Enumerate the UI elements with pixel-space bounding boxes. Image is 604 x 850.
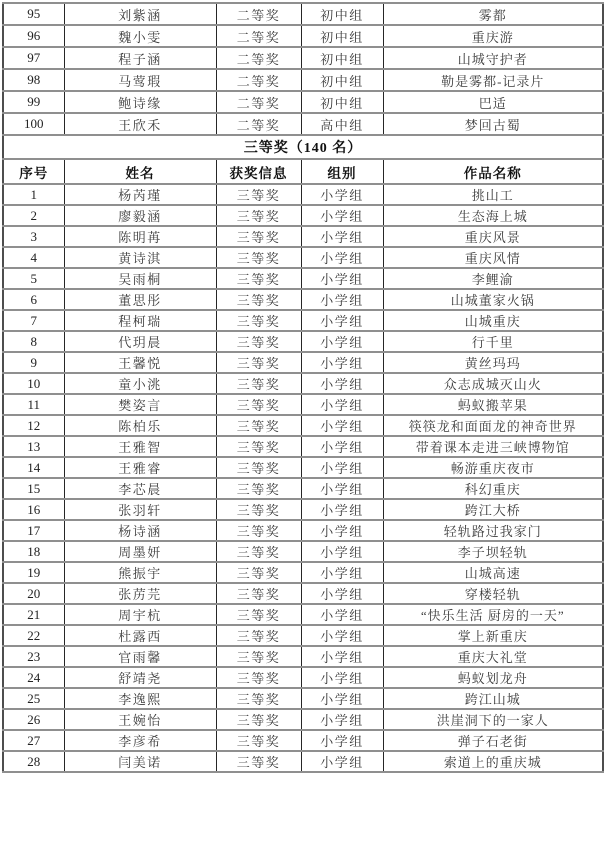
work-title-cell: 畅游重庆夜市 <box>383 457 603 478</box>
table-row <box>3 541 603 562</box>
award-cell: 二等奖 <box>216 69 301 91</box>
award-cell: 三等奖 <box>216 541 301 562</box>
work-title-cell: 山城高速 <box>383 562 603 583</box>
group-cell: 初中组 <box>301 47 383 69</box>
row-number-cell: 13 <box>3 436 64 457</box>
table-row <box>3 604 603 625</box>
award-cell: 三等奖 <box>216 226 301 247</box>
name-cell: 李逸熙 <box>64 688 216 709</box>
work-title-cell: 蚂蚁划龙舟 <box>383 667 603 688</box>
table-row <box>3 69 603 91</box>
name-cell: 鲍诗缘 <box>64 91 216 113</box>
group-cell: 小学组 <box>301 730 383 751</box>
award-cell: 二等奖 <box>216 91 301 113</box>
name-cell: 王馨悦 <box>64 352 216 373</box>
row-number-cell: 22 <box>3 625 64 646</box>
work-title-cell: “快乐生活 厨房的一天” <box>383 604 603 625</box>
work-title-cell: 山城守护者 <box>383 47 603 69</box>
work-title-cell: 洪崖洞下的一家人 <box>383 709 603 730</box>
group-cell: 小学组 <box>301 331 383 352</box>
award-cell: 三等奖 <box>216 667 301 688</box>
work-title-cell: 行千里 <box>383 331 603 352</box>
work-title-cell: 掌上新重庆 <box>383 625 603 646</box>
work-title-cell: 生态海上城 <box>383 205 603 226</box>
group-cell: 初中组 <box>301 91 383 113</box>
table-row <box>3 688 603 709</box>
work-title-cell: 跨江大桥 <box>383 499 603 520</box>
row-number-cell: 19 <box>3 562 64 583</box>
table-row <box>3 247 603 268</box>
table-row <box>3 373 603 394</box>
award-cell: 二等奖 <box>216 113 301 135</box>
award-list-table <box>2 2 604 773</box>
group-cell: 小学组 <box>301 646 383 667</box>
name-cell: 魏小雯 <box>64 25 216 47</box>
award-cell: 二等奖 <box>216 25 301 47</box>
table-row <box>3 625 603 646</box>
column-header-row <box>3 159 603 184</box>
work-title-cell: 黄丝玛玛 <box>383 352 603 373</box>
group-cell: 小学组 <box>301 415 383 436</box>
group-cell: 小学组 <box>301 373 383 394</box>
group-cell: 小学组 <box>301 541 383 562</box>
work-title-cell: 重庆风景 <box>383 226 603 247</box>
row-number-cell: 28 <box>3 751 64 772</box>
award-cell: 三等奖 <box>216 751 301 772</box>
award-cell: 三等奖 <box>216 604 301 625</box>
row-number-cell: 7 <box>3 310 64 331</box>
name-cell: 王欣禾 <box>64 113 216 135</box>
table-row <box>3 667 603 688</box>
award-cell: 二等奖 <box>216 3 301 25</box>
table-row <box>3 184 603 205</box>
name-cell: 周墨妍 <box>64 541 216 562</box>
name-cell: 王婉怡 <box>64 709 216 730</box>
table-row <box>3 91 603 113</box>
name-cell: 张羽轩 <box>64 499 216 520</box>
work-title-cell: 筷筷龙和面面龙的神奇世界 <box>383 415 603 436</box>
table-row <box>3 310 603 331</box>
group-cell: 小学组 <box>301 457 383 478</box>
name-cell: 张苈芫 <box>64 583 216 604</box>
award-cell: 三等奖 <box>216 268 301 289</box>
award-cell: 三等奖 <box>216 415 301 436</box>
table-row <box>3 268 603 289</box>
row-number-cell: 3 <box>3 226 64 247</box>
group-cell: 小学组 <box>301 604 383 625</box>
row-number-cell: 98 <box>3 69 64 91</box>
name-cell: 王雅智 <box>64 436 216 457</box>
second-prize-rows <box>3 3 603 135</box>
row-number-cell: 18 <box>3 541 64 562</box>
award-cell: 三等奖 <box>216 457 301 478</box>
group-cell: 小学组 <box>301 289 383 310</box>
work-title-cell: 巴适 <box>383 91 603 113</box>
name-cell: 刘紫涵 <box>64 3 216 25</box>
table-row <box>3 436 603 457</box>
award-cell: 三等奖 <box>216 247 301 268</box>
table-row <box>3 499 603 520</box>
row-number-cell: 27 <box>3 730 64 751</box>
work-title-cell: 穿楼轻轨 <box>383 583 603 604</box>
third-prize-section <box>3 135 603 184</box>
row-number-cell: 20 <box>3 583 64 604</box>
name-cell: 李芯晨 <box>64 478 216 499</box>
work-title-cell: 山城重庆 <box>383 310 603 331</box>
group-cell: 小学组 <box>301 751 383 772</box>
group-cell: 小学组 <box>301 583 383 604</box>
name-cell: 闫美诺 <box>64 751 216 772</box>
table-row <box>3 47 603 69</box>
award-cell: 三等奖 <box>216 394 301 415</box>
name-cell: 吴雨桐 <box>64 268 216 289</box>
group-cell: 小学组 <box>301 436 383 457</box>
work-title-cell: 挑山工 <box>383 184 603 205</box>
award-cell: 三等奖 <box>216 331 301 352</box>
row-number-cell: 17 <box>3 520 64 541</box>
work-title-cell: 弹子石老街 <box>383 730 603 751</box>
group-cell: 初中组 <box>301 3 383 25</box>
row-number-cell: 21 <box>3 604 64 625</box>
group-cell: 小学组 <box>301 625 383 646</box>
work-title-cell: 轻轨路过我家门 <box>383 520 603 541</box>
table-row <box>3 226 603 247</box>
award-cell: 三等奖 <box>216 625 301 646</box>
third-prize-rows <box>3 184 603 772</box>
name-cell: 陈柏乐 <box>64 415 216 436</box>
name-cell: 代玥晨 <box>64 331 216 352</box>
row-number-cell: 96 <box>3 25 64 47</box>
row-number-cell: 24 <box>3 667 64 688</box>
section-title: 三等奖（140 名） <box>3 135 603 159</box>
row-number-cell: 97 <box>3 47 64 69</box>
work-title-cell: 跨江山城 <box>383 688 603 709</box>
row-number-cell: 26 <box>3 709 64 730</box>
work-title-cell: 科幻重庆 <box>383 478 603 499</box>
work-title-cell: 雾都 <box>383 3 603 25</box>
work-title-cell: 李鲤渝 <box>383 268 603 289</box>
table-row <box>3 478 603 499</box>
name-cell: 黄诗淇 <box>64 247 216 268</box>
row-number-cell: 14 <box>3 457 64 478</box>
group-cell: 初中组 <box>301 25 383 47</box>
row-number-cell: 10 <box>3 373 64 394</box>
name-cell: 杜露西 <box>64 625 216 646</box>
row-number-cell: 5 <box>3 268 64 289</box>
table-row <box>3 205 603 226</box>
award-cell: 三等奖 <box>216 205 301 226</box>
group-cell: 小学组 <box>301 268 383 289</box>
work-title-cell: 梦回古蜀 <box>383 113 603 135</box>
work-title-cell: 重庆大礼堂 <box>383 646 603 667</box>
row-number-cell: 15 <box>3 478 64 499</box>
name-cell: 周宇杭 <box>64 604 216 625</box>
work-title-cell: 蚂蚁搬苹果 <box>383 394 603 415</box>
row-number-cell: 1 <box>3 184 64 205</box>
table-row <box>3 562 603 583</box>
award-cell: 三等奖 <box>216 478 301 499</box>
group-cell: 小学组 <box>301 520 383 541</box>
group-cell: 小学组 <box>301 499 383 520</box>
award-cell: 三等奖 <box>216 583 301 604</box>
row-number-cell: 2 <box>3 205 64 226</box>
group-cell: 小学组 <box>301 478 383 499</box>
award-cell: 三等奖 <box>216 436 301 457</box>
award-cell: 三等奖 <box>216 709 301 730</box>
row-number-cell: 8 <box>3 331 64 352</box>
award-cell: 三等奖 <box>216 520 301 541</box>
column-header-1: 姓名 <box>64 159 216 184</box>
work-title-cell: 众志成城灭山火 <box>383 373 603 394</box>
group-cell: 小学组 <box>301 310 383 331</box>
name-cell: 官雨馨 <box>64 646 216 667</box>
table-row <box>3 331 603 352</box>
row-number-cell: 12 <box>3 415 64 436</box>
award-cell: 三等奖 <box>216 289 301 310</box>
table-row <box>3 520 603 541</box>
row-number-cell: 6 <box>3 289 64 310</box>
table-row <box>3 415 603 436</box>
table-row <box>3 289 603 310</box>
row-number-cell: 11 <box>3 394 64 415</box>
row-number-cell: 23 <box>3 646 64 667</box>
award-cell: 三等奖 <box>216 373 301 394</box>
name-cell: 舒靖尧 <box>64 667 216 688</box>
name-cell: 李彦希 <box>64 730 216 751</box>
section-header-row <box>3 135 603 159</box>
award-cell: 三等奖 <box>216 499 301 520</box>
group-cell: 初中组 <box>301 69 383 91</box>
group-cell: 小学组 <box>301 667 383 688</box>
work-title-cell: 索道上的重庆城 <box>383 751 603 772</box>
column-header-3: 组别 <box>301 159 383 184</box>
row-number-cell: 9 <box>3 352 64 373</box>
row-number-cell: 16 <box>3 499 64 520</box>
row-number-cell: 95 <box>3 3 64 25</box>
work-title-cell: 山城董家火锅 <box>383 289 603 310</box>
row-number-cell: 100 <box>3 113 64 135</box>
name-cell: 杨诗涵 <box>64 520 216 541</box>
table-row <box>3 352 603 373</box>
group-cell: 小学组 <box>301 226 383 247</box>
award-cell: 三等奖 <box>216 310 301 331</box>
table-row <box>3 113 603 135</box>
table-row <box>3 394 603 415</box>
group-cell: 小学组 <box>301 205 383 226</box>
group-cell: 小学组 <box>301 562 383 583</box>
table-row <box>3 730 603 751</box>
group-cell: 小学组 <box>301 247 383 268</box>
name-cell: 马莺瑕 <box>64 69 216 91</box>
name-cell: 樊姿言 <box>64 394 216 415</box>
row-number-cell: 25 <box>3 688 64 709</box>
table-row <box>3 457 603 478</box>
name-cell: 董思彤 <box>64 289 216 310</box>
award-cell: 三等奖 <box>216 646 301 667</box>
award-cell: 三等奖 <box>216 352 301 373</box>
name-cell: 程柯瑞 <box>64 310 216 331</box>
group-cell: 小学组 <box>301 394 383 415</box>
award-cell: 三等奖 <box>216 688 301 709</box>
award-cell: 三等奖 <box>216 730 301 751</box>
row-number-cell: 4 <box>3 247 64 268</box>
name-cell: 熊振宇 <box>64 562 216 583</box>
work-title-cell: 重庆游 <box>383 25 603 47</box>
row-number-cell: 99 <box>3 91 64 113</box>
group-cell: 小学组 <box>301 709 383 730</box>
column-header-4: 作品名称 <box>383 159 603 184</box>
name-cell: 杨芮瑾 <box>64 184 216 205</box>
work-title-cell: 勒是雾都-记录片 <box>383 69 603 91</box>
name-cell: 程子涵 <box>64 47 216 69</box>
table-row <box>3 646 603 667</box>
work-title-cell: 重庆风情 <box>383 247 603 268</box>
group-cell: 小学组 <box>301 184 383 205</box>
table-row <box>3 583 603 604</box>
column-header-2: 获奖信息 <box>216 159 301 184</box>
name-cell: 王雅睿 <box>64 457 216 478</box>
table-row <box>3 3 603 25</box>
column-header-0: 序号 <box>3 159 64 184</box>
group-cell: 小学组 <box>301 688 383 709</box>
work-title-cell: 李子坝轻轨 <box>383 541 603 562</box>
table-row <box>3 751 603 772</box>
table-row <box>3 709 603 730</box>
group-cell: 小学组 <box>301 352 383 373</box>
work-title-cell: 带着课本走进三峡博物馆 <box>383 436 603 457</box>
award-cell: 三等奖 <box>216 562 301 583</box>
table-row <box>3 25 603 47</box>
award-cell: 二等奖 <box>216 47 301 69</box>
name-cell: 廖毅涵 <box>64 205 216 226</box>
group-cell: 高中组 <box>301 113 383 135</box>
award-cell: 三等奖 <box>216 184 301 205</box>
name-cell: 陈明苒 <box>64 226 216 247</box>
name-cell: 童小洮 <box>64 373 216 394</box>
